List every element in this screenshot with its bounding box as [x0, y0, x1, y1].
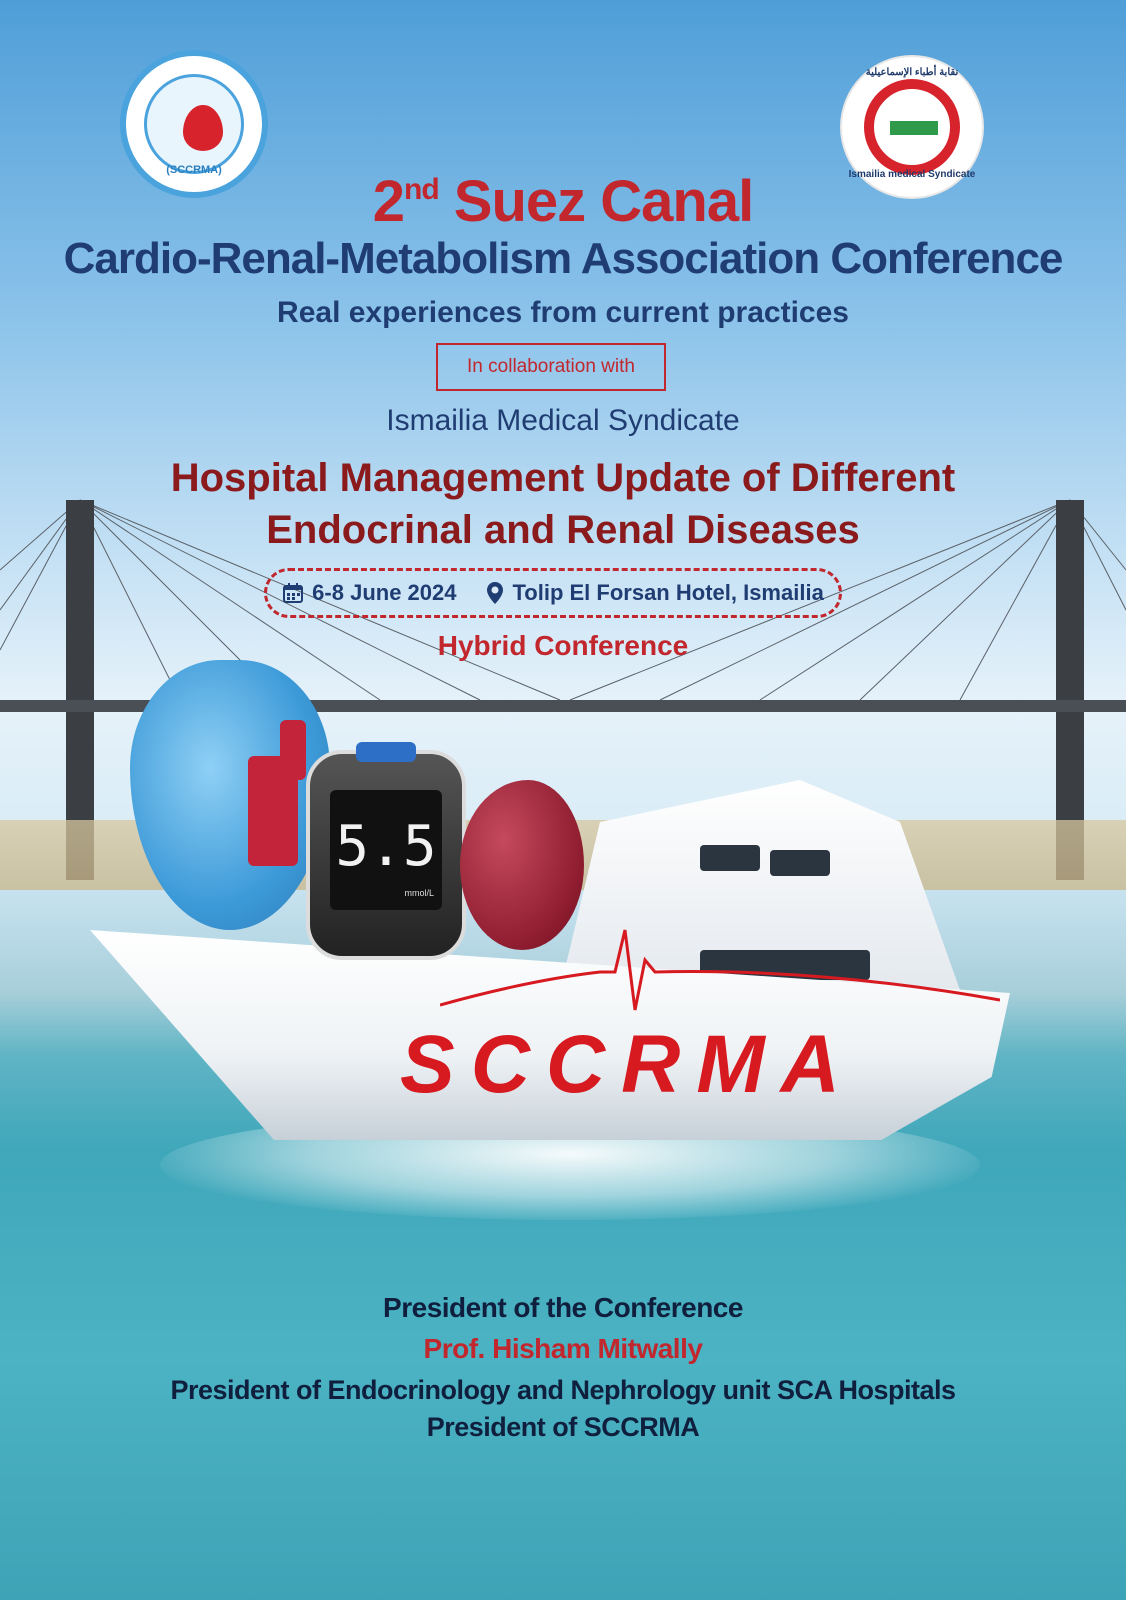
blood-drop-icon	[183, 105, 223, 151]
edition-title-text: Suez Canal	[438, 169, 754, 234]
meter-unit: mmol/L	[404, 888, 434, 898]
meter-reading: 5.5	[335, 814, 437, 879]
event-dates	[282, 580, 456, 606]
logo-arabic-text: نقابة أطباء الإسماعيلية	[865, 67, 959, 78]
topic-title-line2: Endocrinal and Renal Diseases	[266, 508, 860, 552]
president-position-2: President of SCCRMA	[426, 1412, 700, 1442]
logo-inner-circle	[144, 74, 244, 174]
president-position-1: President of Endocrinology and Nephrology unit SCA Hospitals	[170, 1375, 956, 1405]
yacht-window	[770, 850, 830, 876]
tagline: Real experiences from current practices	[277, 296, 849, 329]
conference-edition-title	[0, 168, 1126, 235]
collaboration-badge: In collaboration with	[436, 343, 666, 391]
logo-english-text: Ismailia medical Syndicate	[848, 169, 976, 180]
meter-cap	[356, 742, 416, 762]
event-venue	[486, 580, 823, 606]
boat-name: SCCRMA	[400, 1019, 856, 1110]
event-venue-text: Tolip El Forsan Hotel, Ismailia	[512, 580, 824, 605]
bed-icon	[890, 121, 938, 135]
conference-format: Hybrid Conference	[437, 630, 689, 661]
event-info-pill	[264, 568, 842, 618]
meter-screen	[330, 790, 442, 910]
topic-title-line1: Hospital Management Update of Different	[170, 456, 956, 500]
yacht-window	[700, 845, 760, 871]
president-name: Prof. Hisham Mitwally	[423, 1333, 703, 1364]
president-role: President of the Conference	[383, 1292, 743, 1323]
partner-name: Ismailia Medical Syndicate	[386, 404, 740, 437]
location-pin-icon	[486, 581, 504, 605]
association-title: Cardio-Renal-Metabolism Association Conference	[63, 234, 1063, 283]
logo-abbreviation: (SCCRMA)	[166, 164, 222, 176]
edition-number: 2	[372, 169, 405, 234]
edition-suffix: nd	[404, 173, 439, 206]
heart-vessel	[280, 720, 306, 780]
ecg-line	[440, 910, 1000, 1020]
calendar-icon	[282, 582, 304, 604]
event-dates-text: 6-8 June 2024	[312, 580, 457, 605]
